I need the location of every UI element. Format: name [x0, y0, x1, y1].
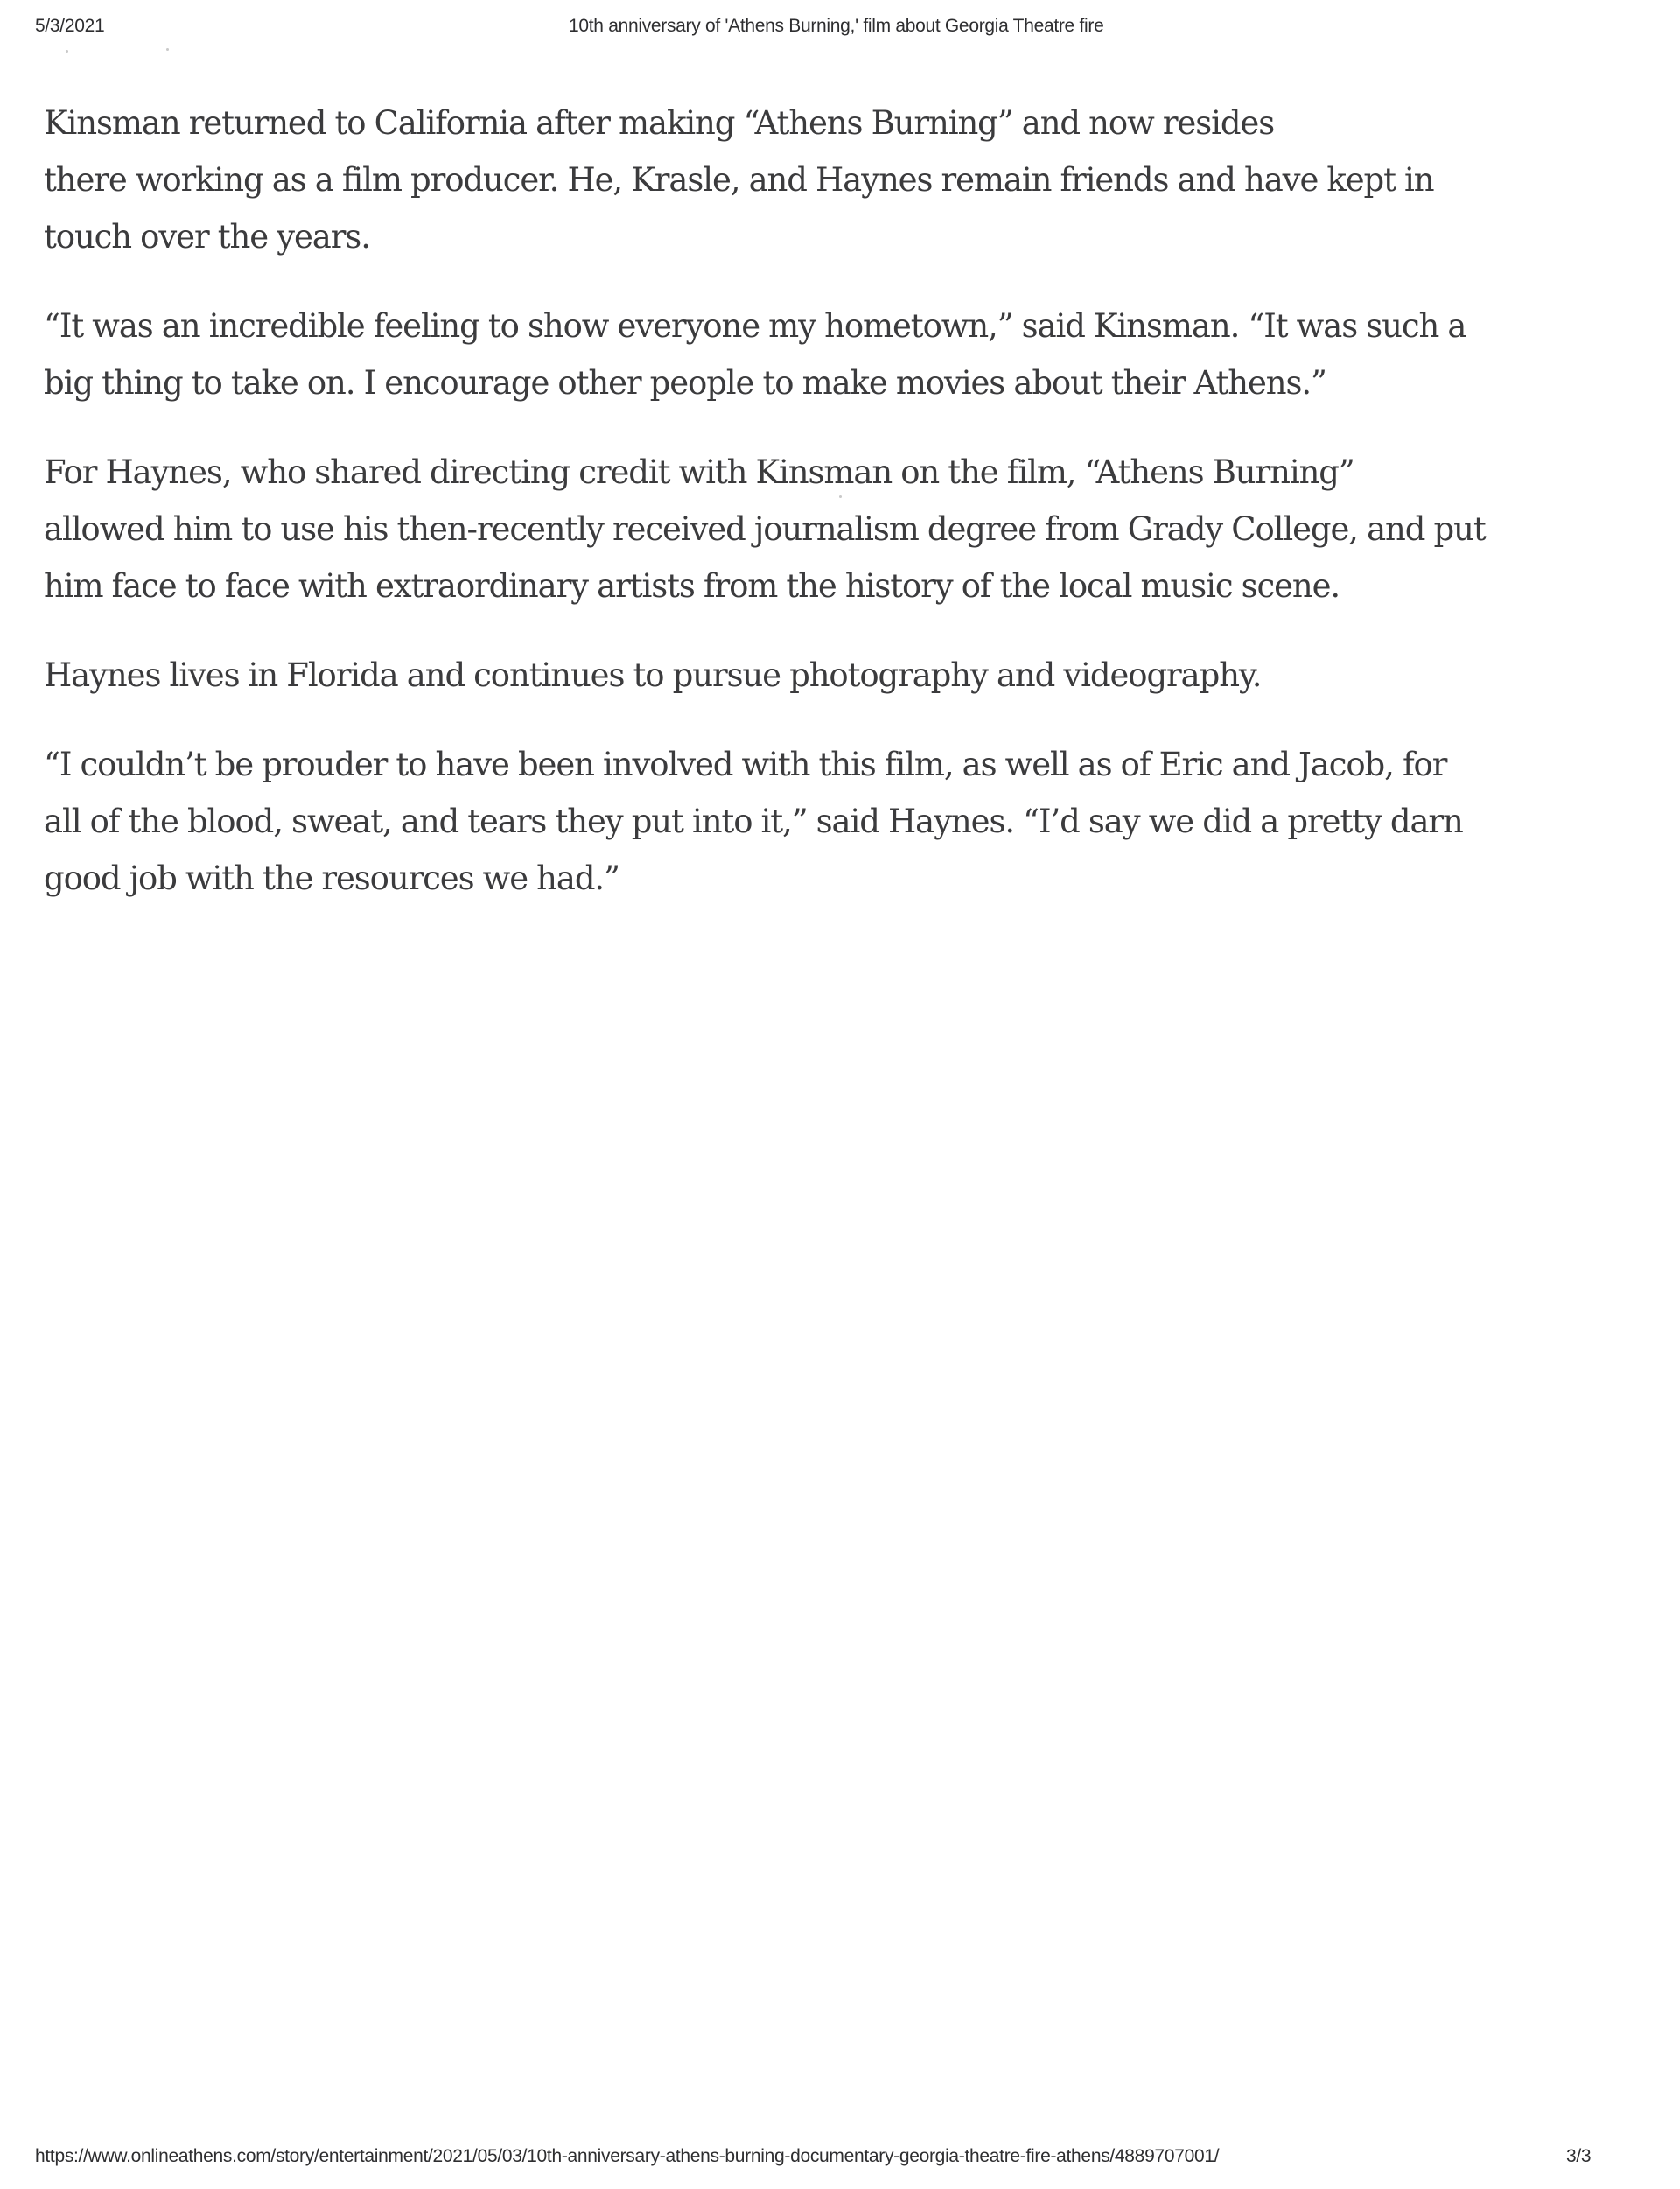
text-line: there working as a film producer. He, Krasle, and Haynes remain friends and have kept in — [44, 161, 1434, 199]
page-title: 10th anniversary of 'Athens Burning,' film about Georgia Theatre fire — [569, 16, 1104, 36]
text-line: big thing to take on. I encourage other people to make movies about their Athens.” — [44, 364, 1326, 402]
text-line: allowed him to use his then-recently received journalism degree from Grady College, and put — [44, 510, 1486, 548]
print-header — [0, 16, 1680, 44]
text-line: touch over the years. — [44, 218, 370, 256]
article-body — [44, 95, 1636, 939]
page-number: 3/3 — [1566, 2146, 1592, 2166]
paragraph-haynes-directing — [44, 444, 1636, 614]
scan-speck — [166, 48, 169, 51]
text-line: “I couldn’t be prouder to have been involved with this film, as well as of Eric and Jacob, for — [44, 746, 1447, 783]
paragraph-haynes-quote — [44, 736, 1636, 907]
paragraph-kinsman-returned — [44, 95, 1636, 265]
paragraph-haynes-florida — [44, 647, 1636, 704]
text-line: Kinsman returned to California after making “Athens Burning” and now resides — [44, 104, 1275, 142]
text-line: “It was an incredible feeling to show everyone my hometown,” said Kinsman. “It was such a — [44, 307, 1466, 345]
print-footer — [0, 2146, 1680, 2174]
source-url: https://www.onlineathens.com/story/entertainment/2021/05/03/10th-anniversary-athens-burning-documentary-georgia-theatre-fire-athens/4889707001/ — [35, 2146, 1220, 2166]
text-line: Haynes lives in Florida and continues to pursue photography and videography. — [44, 656, 1262, 694]
text-line: For Haynes, who shared directing credit with Kinsman on the film, “Athens Burning” — [44, 453, 1354, 491]
paragraph-kinsman-quote — [44, 298, 1636, 411]
text-line: all of the blood, sweat, and tears they put into it,” said Haynes. “I’d say we did a pretty darn — [44, 803, 1463, 840]
print-date: 5/3/2021 — [35, 16, 105, 36]
text-line: him face to face with extraordinary artists from the history of the local music scene. — [44, 567, 1340, 605]
text-line: good job with the resources we had.” — [44, 859, 620, 897]
scan-speck — [66, 50, 68, 53]
